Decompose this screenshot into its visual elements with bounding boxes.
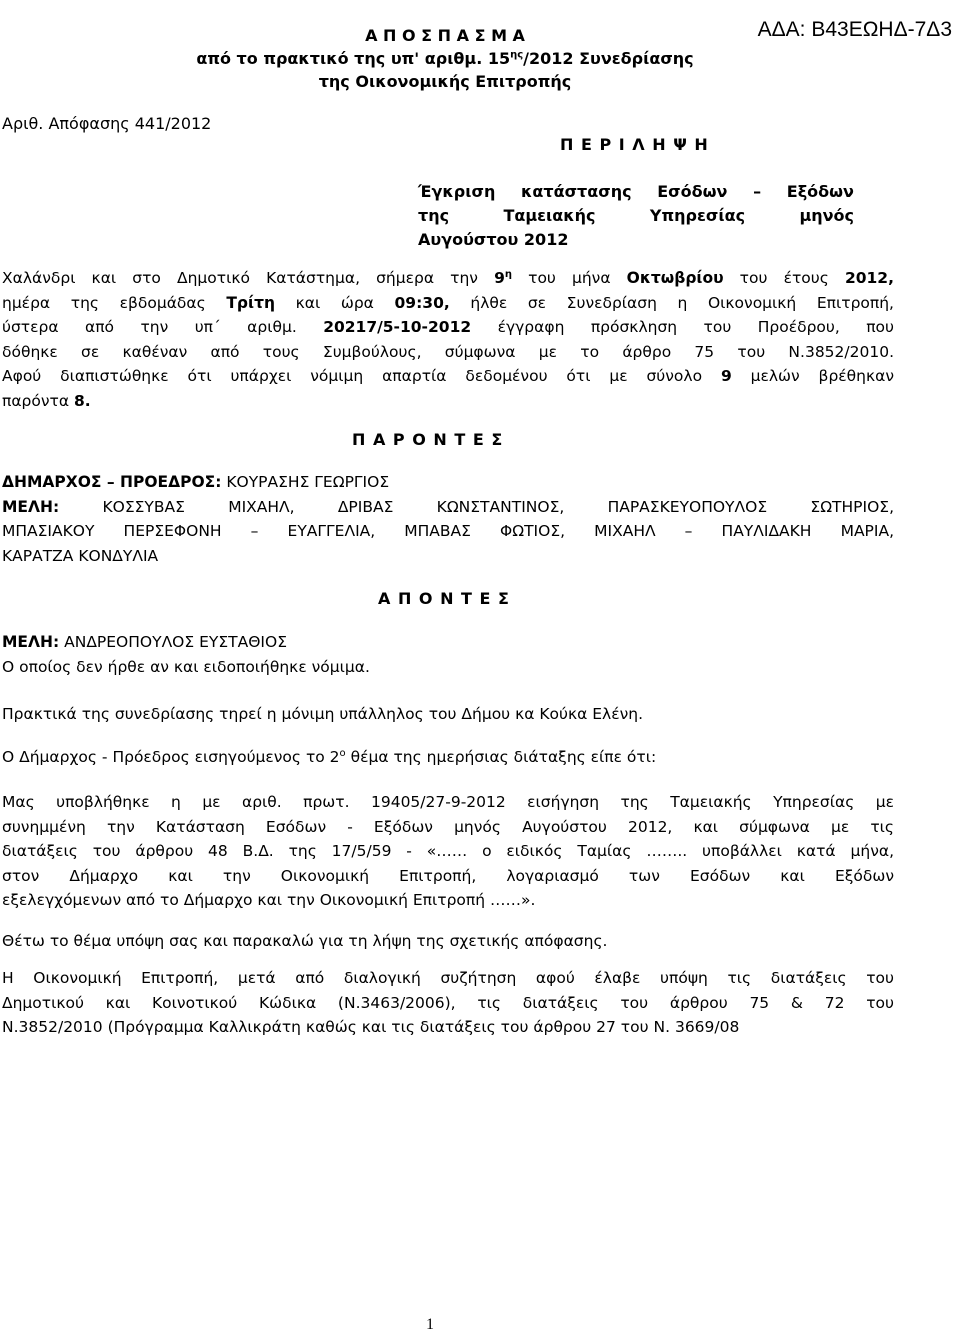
decision-subject: Έγκριση κατάστασης Εσόδων – Εξόδων της Ταμειακής Υπηρεσίας μηνός Αυγούστου 2012 bbox=[418, 182, 854, 249]
extract-title: Α Π Ο Σ Π Α Σ Μ Α bbox=[365, 26, 525, 45]
summary-heading: Π Ε Ρ Ι Λ Η Ψ Η bbox=[560, 135, 709, 154]
decision-number: Αριθ. Απόφασης 441/2012 bbox=[2, 114, 212, 133]
ada-code: ΑΔΑ: Β43ΕΩΗΔ-7Δ3 bbox=[757, 18, 952, 41]
request-paragraph: Θέτω το θέμα υπόψη σας και παρακαλώ για τη λήψη της σχετικής απόφασης. bbox=[2, 932, 608, 950]
page-number: 1 bbox=[426, 1316, 434, 1333]
mayor-statement: Ο Δήμαρχος - Πρόεδρος εισηγούμενος το $2^o$ θέμα της ημερήσιας διάταξης είπε ότι: bbox=[2, 747, 657, 766]
committee-name: της Οικονομικής Επιτροπής bbox=[318, 72, 572, 91]
decision-paragraph: Η Οικονομική Επιτροπή, μετά από διαλογική συζήτηση αφού έλαβε υπόψη τις διατάξεις του Δημοτικού και Κοινοτικού Κώδικα (Ν.3463/2006), τις διατάξεις του άρθρου 75 & 72 του Ν.3852/2010 (Πρόγραμμα Καλλικράτη καθώς και τις διατάξεις του άρθρου 27 του Ν. 3669/08 bbox=[2, 969, 894, 1036]
proposal-paragraph: Μας υποβλήθηκε η με αριθ. πρωτ. 19405/27-9-2012 εισήγηση της Ταμειακής Υπηρεσίας με συνημμένη την Κατάσταση Εσόδων - Εξόδων μηνός Αυγούστου 2012, και σύμφωνα με τις διατάξεις του άρθρου 48 Β.Δ. της 17/5/59 - «…… ο ειδικός Ταμίας …….. υποβάλλει κατά μήνα, στον Δήμαρχο και την Οικονομική Επιτροπή, λογαριασμό των Εσόδων και Εξόδων εξελεγχόμενων από το Δήμαρχο και την Οικονομική Επιτροπή ……». bbox=[2, 793, 894, 909]
intro-paragraph: Χαλάνδρι και στο Δημοτικό Κατάστημα, σήμερα την $9^\eta$ του μήνα Οκτωβρίου του έτους 2012, ημέρα της εβδομάδας Τρίτη και ώρα 09:30, ήλθε σε Συνεδρίαση η Οικονομική Επιτροπή, ύστερα από την υπ΄ αριθμ. 20217/5-10-2012 έγγραφη πρόσκληση του Προέδρου, που δόθηκε σε καθέναν από τους Συμβούλους, σύμφωνα με το άρθρο 75 του Ν.3852/2010. Αφού διαπιστώθηκε ότι υπάρχει νόμιμη απαρτία δεδομένου ότι με σύνολο 9 μελών βρέθηκαν παρόντα 8. bbox=[2, 268, 894, 410]
minutes-keeper: Πρακτικά της συνεδρίασης τηρεί η μόνιμη υπάλληλος του Δήμου κα Κούκα Ελένη. bbox=[2, 705, 643, 723]
extract-title-block bbox=[160, 24, 730, 93]
absent-list: ΜΕΛΗ: ΑΝΔΡΕΟΠΟΥΛΟΣ ΕΥΣΤΑΘΙΟΣ Ο οποίος δεν ήρθε αν και ειδοποιήθηκε νόμιμα. bbox=[2, 633, 370, 676]
present-heading: Π Α Ρ Ο Ν Τ Ε Σ bbox=[352, 430, 504, 449]
present-list: ΔΗΜΑΡΧΟΣ – ΠΡΟΕΔΡΟΣ: ΚΟΥΡΑΣΗΣ ΓΕΩΡΓΙΟΣ ΜΕΛΗ: ΚΟΣΣΥΒΑΣ ΜΙΧΑΗΛ, ΔΡΙΒΑΣ ΚΩΝΣΤΑΝΤΙΝΟΣ, ΠΑΡΑΣΚΕΥΟΠΟΥΛΟΣ ΣΩΤΗΡΙΟΣ, ΜΠΑΣΙΑΚΟΥ ΠΕΡΣΕΦΟΝΗ – ΕΥΑΓΓΕΛΙΑ, ΜΠΑΒΑΣ ΦΩΤΙΟΣ, ΜΙΧΑΗΛ – ΠΑΥΛΙΔΑΚΗ ΜΑΡΙΑ, ΚΑΡΑΤΖΑ ΚΟΝΔΥΛΙΑ bbox=[2, 473, 894, 565]
absent-heading: Α Π Ο Ν Τ Ε Σ bbox=[378, 589, 510, 608]
minutes-reference: από το πρακτικό της υπ' αριθμ. $15^{\eta\varsigma}/2012$ Συνεδρίασης bbox=[196, 49, 694, 68]
